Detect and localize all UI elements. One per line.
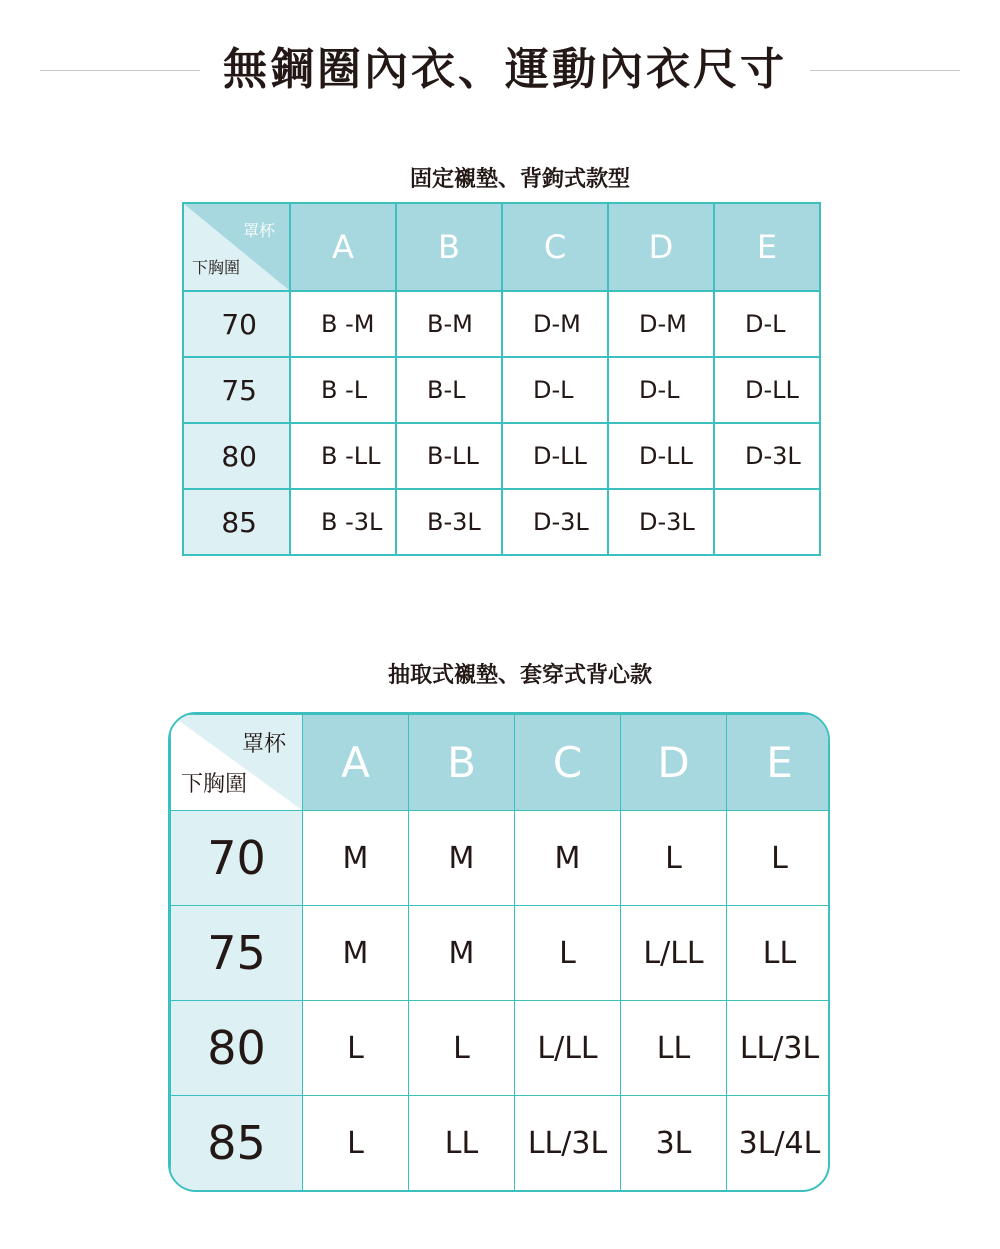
table-cell: L — [515, 906, 621, 1001]
table-cell: D-3L — [502, 489, 608, 555]
table-cell: D-LL — [608, 423, 714, 489]
row-header-size: 75 — [183, 357, 290, 423]
table-cell: L — [303, 1001, 409, 1096]
table-cell: M — [303, 811, 409, 906]
table-cell: D-3L — [714, 423, 820, 489]
table-cell: L — [727, 811, 831, 906]
underbust-label: 下胸圍 — [192, 258, 241, 277]
table-row — [183, 489, 820, 555]
title-bar — [0, 30, 1000, 110]
column-header-d: D — [621, 715, 727, 811]
table-cell: D-3L — [608, 489, 714, 555]
table-cell: D-L — [502, 357, 608, 423]
table-cell: D-M — [608, 291, 714, 357]
column-header-c: C — [502, 203, 608, 291]
table-cell: L/LL — [621, 906, 727, 1001]
table-cell: B-LL — [396, 423, 502, 489]
row-header-size: 85 — [183, 489, 290, 555]
table-row — [171, 1001, 831, 1096]
title-divider-left — [40, 70, 200, 71]
table-cell: 3L — [621, 1096, 727, 1191]
table-cell: L — [303, 1096, 409, 1191]
table-cell: 3L/4L — [727, 1096, 831, 1191]
table2-header-row — [171, 715, 831, 811]
cup-label: 罩杯 — [242, 221, 275, 240]
table-row — [171, 1096, 831, 1191]
row-header-size: 85 — [171, 1096, 303, 1191]
column-header-a: A — [303, 715, 409, 811]
table-cell: D-L — [714, 291, 820, 357]
table-row — [171, 906, 831, 1001]
table-cell: M — [409, 811, 515, 906]
underbust-label: 下胸圍 — [181, 772, 248, 797]
table-cell: M — [303, 906, 409, 1001]
table2-frame — [168, 712, 830, 1192]
row-header-size: 75 — [171, 906, 303, 1001]
table-cell: L — [621, 811, 727, 906]
table-row — [183, 357, 820, 423]
table1-header-row — [183, 203, 820, 291]
table-cell: B -3L — [290, 489, 396, 555]
title-divider-right — [810, 70, 960, 71]
row-header-size: 80 — [183, 423, 290, 489]
table-cell: B -M — [290, 291, 396, 357]
column-header-b: B — [409, 715, 515, 811]
size-table-fixed-pad — [182, 202, 821, 556]
table-cell: D-M — [502, 291, 608, 357]
cup-label: 罩杯 — [241, 732, 286, 757]
table-cell: B -LL — [290, 423, 396, 489]
table-cell: B-3L — [396, 489, 502, 555]
column-header-b: B — [396, 203, 502, 291]
table2-corner-cell — [171, 715, 303, 811]
page-title: 無鋼圈內衣、運動內衣尺寸 — [223, 44, 787, 95]
column-header-d: D — [608, 203, 714, 291]
table-cell: LL — [727, 906, 831, 1001]
column-header-c: C — [515, 715, 621, 811]
row-header-size: 70 — [183, 291, 290, 357]
column-header-e: E — [714, 203, 820, 291]
table-cell — [714, 489, 820, 555]
table1-subtitle: 固定襯墊、背鉤式款型 — [409, 167, 630, 192]
table-cell: L/LL — [515, 1001, 621, 1096]
table-row — [183, 291, 820, 357]
column-header-e: E — [727, 715, 831, 811]
table-cell: LL — [409, 1096, 515, 1191]
table-row — [171, 811, 831, 906]
table1-corner-cell — [183, 203, 290, 291]
table-cell: M — [409, 906, 515, 1001]
table-cell: D-LL — [502, 423, 608, 489]
table-cell: LL — [621, 1001, 727, 1096]
table-cell: B -L — [290, 357, 396, 423]
row-header-size: 70 — [171, 811, 303, 906]
table-cell: M — [515, 811, 621, 906]
table-cell: B-L — [396, 357, 502, 423]
size-table-removable-pad — [170, 714, 830, 1191]
table-cell: D-LL — [714, 357, 820, 423]
table2-subtitle: 抽取式襯墊、套穿式背心款 — [387, 663, 652, 688]
table-row — [183, 423, 820, 489]
table-cell: LL/3L — [515, 1096, 621, 1191]
table-cell: L — [409, 1001, 515, 1096]
table-cell: B-M — [396, 291, 502, 357]
table-cell: LL/3L — [727, 1001, 831, 1096]
column-header-a: A — [290, 203, 396, 291]
table-cell: D-L — [608, 357, 714, 423]
row-header-size: 80 — [171, 1001, 303, 1096]
